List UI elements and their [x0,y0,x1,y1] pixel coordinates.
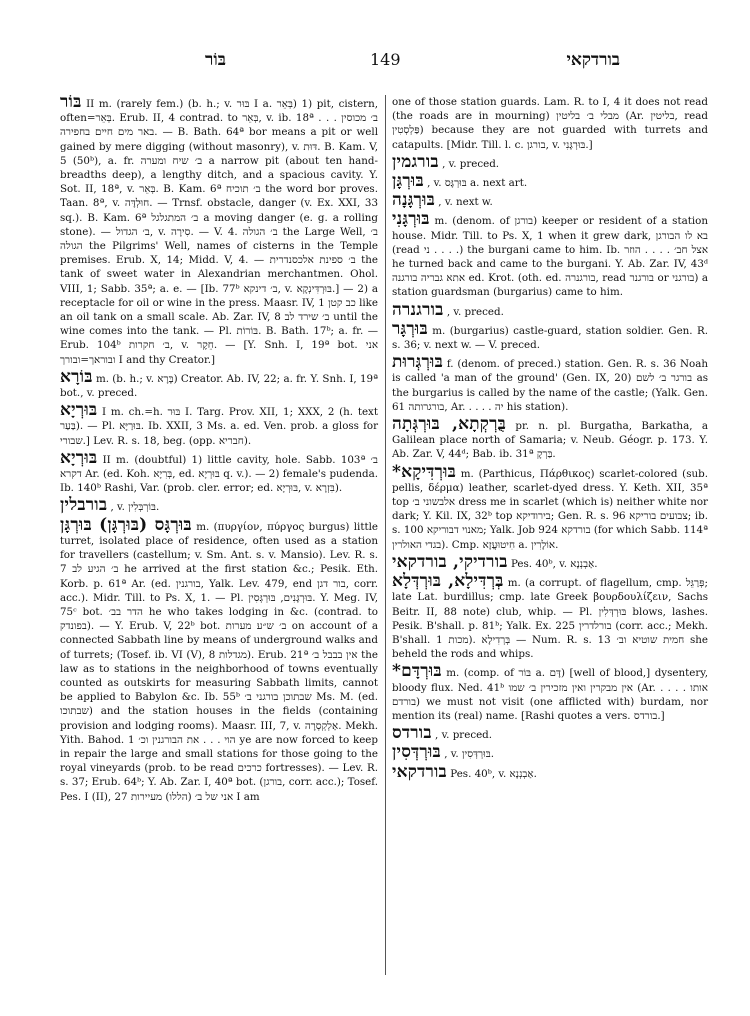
entry-headword: בורגמין [392,151,439,172]
dictionary-entry [60,447,378,496]
entry-headword: בורדס [392,723,432,744]
entry-headword: בורבלין [60,495,108,516]
entry-headword: בּוֹר [60,92,82,112]
entry-headword: בּוּרְגָּן [392,171,424,192]
entry-headword: *בּוּרְדִּיקָא [392,461,457,482]
entry-definition: , v. next w. [438,196,493,209]
entry-definition: m. (a corrupt. of flagellum, cmp. פְּרַגֵּל; late Lat. burdillus; cmp. late Greek βουρδουλίζειν, Sachs Beitr. II, 88 note) club, whip. — Pl. בּוּרְדְּלִין blows, lashes. Pesik. B'shall. p. 81ᵇ; Yalk. Ex. 225 בורלדרין (corr. acc.; Mekh. B'shall. 1 מכות). בְּרְדִילָא — Num. R. s. 13 חמית שוטיא וב׳ she beheld the rods and whips. [392,577,708,661]
entry-headword: בּוֹרָא [60,366,93,387]
entry-headword: בורדקאי [392,761,447,782]
dictionary-entry [392,318,708,352]
entry-definition: , v. preced. [446,305,504,318]
dictionary-entry [392,299,708,320]
dictionary-entry [392,171,708,192]
dictionary-entry [60,495,378,516]
entry-definition: , v. בּוּרְגָּס a. next art. [427,177,528,190]
entry-headword: בּוּרְגְּרוּת [392,352,443,373]
entry-definition: II m. (rarely fem.) (b. h.; v. בּוּר I a. בְּאֵר) 1) pit, cistern, often=בְּאֵר. Erub. II, 4 contrad. to בְּאֵר, v. ib. 18ª ב׳ מכוסין . . . באר מים חיים בחפירה. — B. Bath. 64ª bor means a pit or well gained by mere digging (without masonry), v. דּוּת. B. Kam. V, 5 (50ᵇ), a. fr. ב׳ שיח ומערה a narrow pit (about ten hand-breadths deep), a lengthy ditch, and a spacious cavity. Y. Sot. II, 18ª, v. בְּאֵר. B. Kam. 6ª ב׳ תוכיח the word bor proves. Taan. 8ª, v. חוּלְדָּה. — Trnsf. obstacle, danger (v. Ex. XXI, 33 sq.). B. Kam. 6ª ב׳ המתגלגל a moving danger (e. g. a rolling stone). — ב׳ הגדול, v. סִירָה. — V. 4. ב׳ הגולה the Large Well, ב׳ הגולה the Pilgrims' Well, names of cisterns in the Temple premises. Erub. X, 14; Midd. V, 4. — ב׳ ספינת אלכסנדרית the tank of sweet water in Alexandrian merchantmen. Ohol. VIII, 1; Sabb. 35ª; a. e. — [Ib. 77ᵇ ב׳ דינקא, v. בּוּרְדִּינְקָא.] — 2) a receptacle for oil or wine in the press. Maasr. IV, 1 כב קטן like an oil tank on a small scale. Ab. Zar. IV, 8 ב׳ שירד לב until the wine comes into the tank. — Pl. בּוֹרוֹת. B. Bath. 17ᵇ; a. fr. — Erub. 104ᵇ ב׳ חקרות, v. חֵקֶר. — [Y. Snh. I, 19ª bot. אני ובוראך=ובורך I and thy Creator.] [60,98,379,366]
dictionary-entry [392,151,708,172]
entry-headword: בּוּרְגָּנָה [392,190,436,211]
entry-definition: m. (b. h.; v. בָּרָא) Creator. Ab. IV, 22; a. fr. Y. Snh. I, 19ª bot., v. preced. [60,372,378,400]
entry-definition: m. (denom. of בורגן) keeper or resident of a station house. Midr. Till. to Ps. X, 1 when it grew dark, בא לו הבורגן (read ני . . . .) the burgani came to him. Ib. אצל חב׳ . . . . הוזר he turned back and came to the burgani. Y. Ab. Zar. IV, 43ᵈ אתא גבריה בורגנה ed. Krot. (oth. ed. בורגנרה, read בורגנר or בורגני) a station guardsman (burgarius) came to him. [392,215,708,299]
dictionary-entry [392,742,708,763]
entry-definition: f. (denom. of preced.) station. Gen. R. s. 36 Noah is called 'a man of the ground' (Gen. IX, 20) בורגר ב׳ לשם as the burgarius is called by the name of the castle; (Yalk. Gen. 61 בורגרותה, Ar. . . . . יה his station). [392,358,709,413]
dictionary-entry [392,95,708,152]
entry-headword: בורדיקי, בורדקאי [392,551,508,572]
entry-headword: בּוּרְגָּס (בּוּרְגָּן) בּוּרְגָּן [60,514,192,535]
dictionary-entry [392,414,708,462]
dictionary-entry [60,400,378,448]
entry-definition: m. (πυργίον, πύργος burgus) little turret, isolated place of residence, often used as a station for travellers (castellum; v. Sm. Ant. s. v. Mansio). Lev. R. s. 7 ב׳ הגיע לב he arrived at the first station &c.; Pesik. Eth. Korb. p. 61ª Ar. (ed. בורגנין, Yalk. Lev. 479, end בור דגן, corr. acc.). Midr. Till. to Ps. X, 1. — Pl. בּוּרְגָּנִים, בּוּרְגְּסִין. Y. Meg. IV, 75ᶜ bot. הדר בב׳ he who takes lodging in &c. (contrad. to בפונדק). — Y. Erub. V, 22ᵇ bot. ב׳ ש״ע מערות on account of a connected Sabbath line by means of underground walks and of turrets; (Tosef. ib. VI (V), 8 מגדלות). Erub. 21ª אין בבבל ב׳ the law as to stations in the neighborhood of towns eventually counted as outskirts for measuring Sabbath limits, cannot be applied to Babylon &c. Ib. 55ᵇ שבתוכן בורגני ב׳ Ms. M. (ed. שבתוכו) and the station houses in the fields (containing provision and lodging rooms). Maasr. III, 7, v. אַלְקְסְרָה. Mekh. Yith. Bahod. 1 הוי . . . את הבורגנין וכ׳ ye are now forced to keep in repair the large and small stations for those going to the royal vineyards (prob. to be read כרכים fortresses). — Lev. R. s. 37; Erub. 64ᵇ; Y. Ab. Zar. I, 40ª bot. (בורגן, corr. acc.); Tosef. Pes. I (II), 27 אני של ב׳ (הללו) מעיירות I am [60,520,379,803]
dictionary-entry [392,761,708,782]
entry-headword: בּוּרְיָא [60,400,98,421]
dictionary-entry [60,92,379,367]
entry-definition: I m. ch.=h. בּוּר I. Targ. Prov. XII, 1; XXX, 2 (h. text בַּעַר). — Pl. בּוּרַיָּא. Ib. XXII, 3 Ms. a. ed. Ven. prob. a gloss for שבורי.] Lev. R. s. 18, beg. (opp. חבריא). [60,406,378,447]
dictionary-entry [392,352,709,414]
entry-headword: בורגנרה [392,299,444,320]
entry-definition: pr. n. pl. Burgatha, Barkatha, a Galilean place north of Samaria; v. Neub. Géogr. p. 173. Y. Ab. Zar. V, 44ᵈ; Bab. ib. 31ª בַּרְקָ. [392,420,708,461]
dictionary-entry [60,366,378,400]
entry-headword: בֻּרְקְתָא, בּוּרְגְּתָה [392,414,507,435]
entry-definition: II m. (doubtful) 1) little cavity, hole. Sabb. 103ª ב׳ דקרא Ar. (ed. Koh. בְּרִיָא, ed. בּוּרְיָא q. v.). — 2) female's pudenda. Ib. 140ᵇ Rashi, Var. (prob. cler. error; ed. בּוּרְיָא, v. בִּזְרָא). [60,453,378,495]
entry-headword: בּוּרְגָּר [392,318,428,339]
page-number: 149 [370,50,401,69]
right-column [392,95,708,784]
dictionary-entry [392,190,708,211]
entry-definition: , v. preced. [435,729,493,742]
dictionary-entry [392,551,708,572]
entry-definition: m. (comp. of בּוֹר a. דָּם) [well of blood,] dysentery, bloody flux. Ned. 41ᵇ אין מבקרין ואין מזכירין ב׳ שמו (Ar. אותו . . . . בורדם) we must not visit (one afflicted with) burdam, nor mention its (real) name. [Rashi quotes a vers. בורדס.] [392,667,708,722]
entry-definition: , v. בּוּרְדְּסִין. [444,748,494,761]
dictionary-entry [60,514,379,804]
entry-definition: , v. preced. [442,157,500,170]
dictionary-entry [392,571,708,661]
column-divider [385,95,386,975]
entry-definition: Pes. 40ᵇ, v. אַבְנְנָא. [450,767,537,780]
dictionary-entry [392,461,709,552]
entry-definition: m. (Parthicus, Πάρθικος) scarlet-colored (sub. pellis, δέρμα) leather, scarlet-dyed dress. Y. Keth. XII, 35ª top אלבשוני ב׳ dress me in scarlet (which is) neither white nor dark; Y. Kil. IX, 32ᵇ top בירודיקא; Gen. R. s. 96 צבועים בוריקא; ib. s. 100 מאנוי דבוריקא; Yalk. Job 924 בורדקא (for which Sabb. 114ª בגדי האולרין). Cmp. חִיטוּעֲזָא a. אוֹלָרִין. [392,467,709,551]
entry-headword: בּוּרְיָא [60,447,98,468]
entry-headword: בְּרְדִּילָא, בּוּרְדְּלָא [392,571,504,592]
page-header [60,50,710,76]
dictionary-entry [392,209,708,299]
entry-definition: Pes. 40ᵇ, v. אַבְנְנָא. [510,557,598,570]
entry-definition: m. (burgarius) castle-guard, station soldier. Gen. R. s. 36; v. next w. — V. preced. [392,324,708,352]
header-left-word: בּוֹר [205,50,226,70]
entry-headword: *בּוּרְדָּם [392,661,442,682]
entry-definition: one of those station guards. Lam. R. to I, 4 it does not read (the roads are in mourning) מבלי ב׳ בליטין (Ar. בליטין, read פַּלְסְטִין) because they are not guarded with turrets and catapults. [Midr. Till. l. c. בורגן, v. בּוּרְגָּנִי.] [392,96,708,151]
entry-headword: בּוּרְדְּסִין [392,742,441,763]
left-column [60,92,379,807]
dictionary-entry [392,723,708,744]
entry-definition: , v. בּוֹרְבְּלִין. [110,501,160,514]
entry-headword: בּוּרְגָּנִי [392,209,430,230]
dictionary-entry [392,661,708,723]
header-right-word: בורדקאי [566,50,620,70]
